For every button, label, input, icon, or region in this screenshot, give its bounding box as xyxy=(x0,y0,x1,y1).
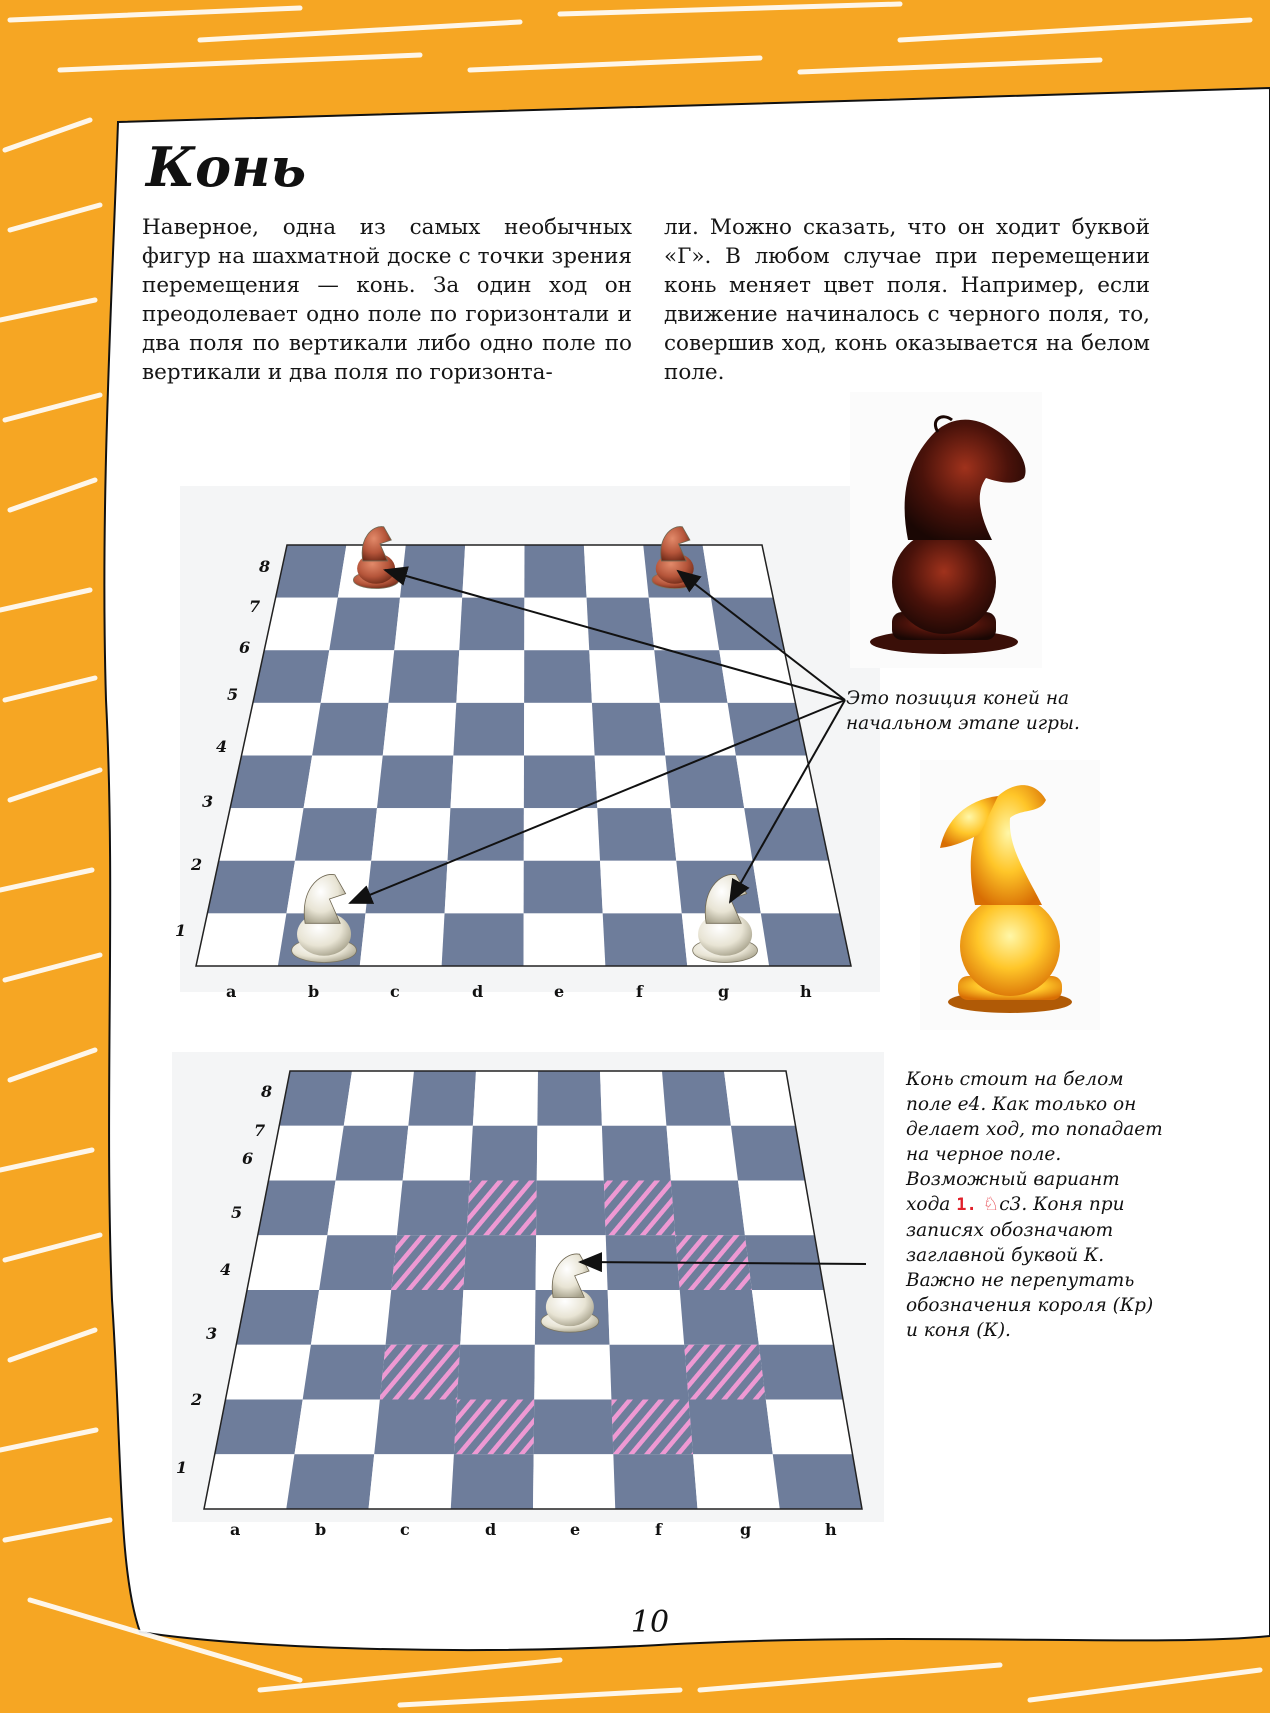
square-d3 xyxy=(448,808,524,861)
square-f3 xyxy=(597,808,676,861)
square-h1 xyxy=(773,1454,862,1509)
board1-file-label-b: b xyxy=(308,982,320,1001)
square-a7 xyxy=(269,1126,344,1181)
board1-file-label-c: c xyxy=(390,982,400,1001)
square-a6 xyxy=(253,650,329,703)
board1-file-label-g: g xyxy=(718,982,730,1001)
square-g6 xyxy=(654,650,727,703)
square-g3 xyxy=(671,808,753,861)
square-h2 xyxy=(753,861,840,914)
board1-file-label-h: h xyxy=(800,982,812,1001)
square-h8 xyxy=(724,1071,796,1126)
square-f4 xyxy=(595,756,671,809)
square-c2 xyxy=(374,1400,457,1455)
square-g8 xyxy=(662,1071,731,1126)
square-f1 xyxy=(613,1454,697,1509)
board1-rank-label-6: 6 xyxy=(239,638,251,657)
square-c7 xyxy=(403,1126,473,1181)
square-h6 xyxy=(738,1181,815,1236)
square-b6 xyxy=(321,650,395,703)
square-c1 xyxy=(360,913,445,966)
square-c6 xyxy=(397,1181,470,1236)
board1-rank-label-2: 2 xyxy=(191,855,203,874)
board2-file-label-f: f xyxy=(655,1520,662,1539)
square-d6 xyxy=(467,1181,537,1236)
square-d5 xyxy=(463,1235,536,1290)
board2-rank-label-2: 2 xyxy=(191,1390,203,1409)
board1-file-label-a: a xyxy=(226,982,237,1001)
board2-rank-label-3: 3 xyxy=(206,1324,218,1343)
square-b3 xyxy=(295,808,377,861)
square-a4 xyxy=(236,1290,319,1345)
square-c3 xyxy=(380,1345,460,1400)
square-g7 xyxy=(666,1126,738,1181)
square-g1 xyxy=(693,1454,780,1509)
square-b1 xyxy=(286,1454,374,1509)
square-c6 xyxy=(389,650,460,703)
square-h6 xyxy=(719,650,795,703)
square-h4 xyxy=(752,1290,834,1345)
square-e1 xyxy=(524,913,606,966)
square-h8 xyxy=(703,545,774,598)
caption-knight-move xyxy=(906,1067,1168,1343)
board1-rank-label-7: 7 xyxy=(249,597,261,616)
board2-rank-label-4: 4 xyxy=(220,1260,232,1279)
board2-file-label-a: a xyxy=(230,1520,241,1539)
move-square: c3 xyxy=(999,1194,1022,1215)
square-e6 xyxy=(524,650,592,703)
square-d1 xyxy=(451,1454,534,1509)
square-h7 xyxy=(731,1126,805,1181)
square-g4 xyxy=(665,756,744,809)
square-e4 xyxy=(524,756,597,809)
square-b4 xyxy=(304,756,383,809)
square-a1 xyxy=(196,913,286,966)
board1-file-label-f: f xyxy=(636,982,643,1001)
board1-file-label-e: e xyxy=(554,982,565,1001)
board1-rank-label-1: 1 xyxy=(175,921,187,940)
square-d6 xyxy=(456,650,524,703)
square-b8 xyxy=(344,1071,414,1126)
square-c7 xyxy=(394,598,462,651)
square-d7 xyxy=(470,1126,538,1181)
board2-file-label-b: b xyxy=(315,1520,327,1539)
square-e8 xyxy=(537,1071,602,1126)
square-b3 xyxy=(303,1345,386,1400)
square-h3 xyxy=(759,1345,843,1400)
board2-rank-label-8: 8 xyxy=(261,1082,273,1101)
board2-rank-label-1: 1 xyxy=(176,1458,188,1477)
move-number: 1. xyxy=(956,1195,977,1215)
square-d4 xyxy=(450,756,524,809)
square-d7 xyxy=(459,598,524,651)
square-e2 xyxy=(534,1400,614,1455)
square-b7 xyxy=(336,1126,409,1181)
square-b7 xyxy=(329,598,400,651)
square-f2 xyxy=(611,1400,693,1455)
board2-rank-label-7: 7 xyxy=(254,1121,266,1140)
square-c1 xyxy=(369,1454,454,1509)
square-f2 xyxy=(600,861,682,914)
square-h1 xyxy=(761,913,851,966)
square-d3 xyxy=(457,1345,535,1400)
square-f4 xyxy=(608,1290,685,1345)
square-e8 xyxy=(524,545,586,598)
page-title: Конь xyxy=(146,135,307,199)
caption-start-position: Это позиция коней на начальном этапе игры. xyxy=(846,688,1080,734)
square-c4 xyxy=(377,756,453,809)
square-h5 xyxy=(728,703,807,756)
square-f3 xyxy=(610,1345,689,1400)
square-g6 xyxy=(671,1181,745,1236)
board2-file-label-e: e xyxy=(570,1520,581,1539)
square-b5 xyxy=(319,1235,397,1290)
square-e6 xyxy=(536,1181,606,1236)
square-b5 xyxy=(312,703,388,756)
square-b4 xyxy=(311,1290,391,1345)
square-f7 xyxy=(602,1126,671,1181)
board1-rank-label-8: 8 xyxy=(259,557,271,576)
square-d8 xyxy=(473,1071,538,1126)
square-e7 xyxy=(537,1126,604,1181)
page-number: 10 xyxy=(630,1605,670,1640)
square-f6 xyxy=(589,650,660,703)
square-d1 xyxy=(442,913,524,966)
board2-file-label-d: d xyxy=(485,1520,497,1539)
square-a5 xyxy=(242,703,321,756)
square-f1 xyxy=(603,913,688,966)
square-a7 xyxy=(264,598,338,651)
caption-move-text-after: . Коня при записях обозначают заглавной буквой К. Важно не перепутать обозначения короля (Кр) и коня (К). xyxy=(906,1194,1154,1341)
board2-file-label-g: g xyxy=(740,1520,752,1539)
square-g7 xyxy=(649,598,720,651)
square-a2 xyxy=(207,861,295,914)
square-c5 xyxy=(383,703,457,756)
board-start-position xyxy=(196,527,851,966)
square-d2 xyxy=(454,1400,534,1455)
dark-amber-knight-image xyxy=(850,392,1042,668)
square-d2 xyxy=(445,861,524,914)
square-h4 xyxy=(736,756,818,809)
square-c3 xyxy=(371,808,450,861)
knight-notation-icon: ♘ xyxy=(982,1194,1000,1215)
board1-rank-label-5: 5 xyxy=(227,685,239,704)
board1-file-label-d: d xyxy=(472,982,484,1001)
square-a4 xyxy=(230,756,312,809)
square-e1 xyxy=(533,1454,615,1509)
square-a8 xyxy=(276,545,347,598)
square-g3 xyxy=(684,1345,766,1400)
caption-move-text-before: Конь стоит на белом поле e4. Как только он делает ход, то попадает на черное поле. Возможный вариант хода xyxy=(906,1069,1163,1215)
square-a3 xyxy=(226,1345,311,1400)
square-e2 xyxy=(524,861,603,914)
board-knight-moves xyxy=(204,1071,862,1509)
square-f6 xyxy=(604,1181,676,1236)
square-a6 xyxy=(258,1181,336,1236)
square-b2 xyxy=(294,1400,379,1455)
light-amber-knight-image xyxy=(920,760,1100,1030)
intro-paragraph-right: ли. Можно сказать, что он ходит буквой «Г». В любом случае при перемещении конь меняет цвет поля. Например, если движение начиналось с черного поля, то, совершив ход, конь оказывается на белом поле. xyxy=(664,215,1150,385)
square-e3 xyxy=(534,1345,611,1400)
square-g2 xyxy=(689,1400,773,1455)
square-a8 xyxy=(279,1071,352,1126)
square-f5 xyxy=(592,703,665,756)
square-d4 xyxy=(460,1290,535,1345)
square-d8 xyxy=(462,545,524,598)
square-d5 xyxy=(453,703,524,756)
board2-file-label-c: c xyxy=(400,1520,410,1539)
board2-file-label-h: h xyxy=(825,1520,837,1539)
intro-paragraph-left: Наверное, одна из самых необычных фигур на шахматной доске с точки зрения перемещения — конь. За один ход он преодолевает одно поле по горизонтали и два поля по вертикали либо одно поле по вертикали и два поля по горизонта- xyxy=(142,215,632,385)
board2-rank-label-5: 5 xyxy=(231,1203,243,1222)
square-c5 xyxy=(391,1235,466,1290)
square-e5 xyxy=(524,703,595,756)
square-f8 xyxy=(600,1071,666,1126)
square-c4 xyxy=(386,1290,464,1345)
square-h2 xyxy=(766,1400,853,1455)
square-a3 xyxy=(219,808,304,861)
square-a5 xyxy=(247,1235,327,1290)
board1-rank-label-3: 3 xyxy=(202,792,214,811)
square-a1 xyxy=(204,1454,294,1509)
square-f8 xyxy=(584,545,649,598)
board1-rank-label-4: 4 xyxy=(216,737,228,756)
square-a2 xyxy=(215,1400,303,1455)
board2-rank-label-6: 6 xyxy=(242,1149,254,1168)
square-g4 xyxy=(680,1290,759,1345)
square-c8 xyxy=(408,1071,476,1126)
square-b6 xyxy=(327,1181,402,1236)
square-g5 xyxy=(660,703,736,756)
